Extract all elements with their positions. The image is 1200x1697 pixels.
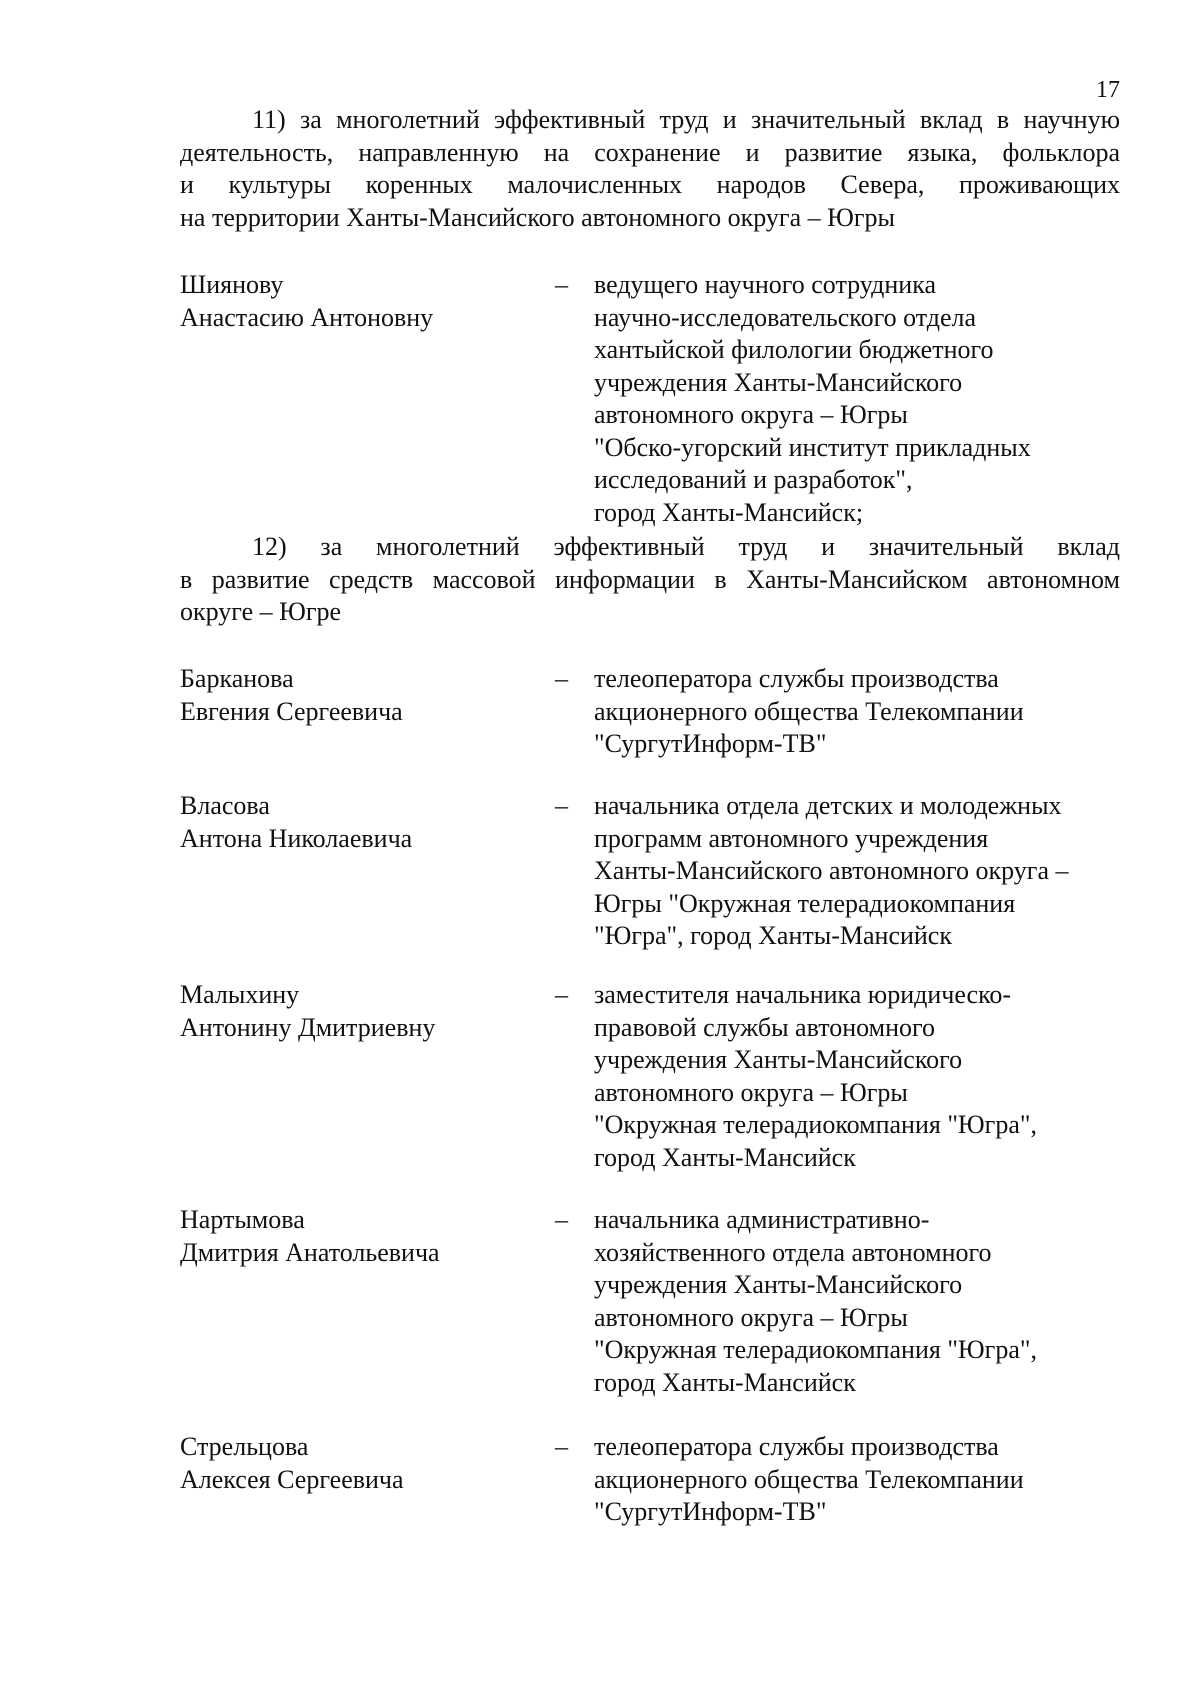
dash-separator: –: [555, 1205, 568, 1234]
awardee-name: [180, 790, 540, 855]
position-line: Ханты-Мансийского автономного округа –: [594, 856, 1069, 885]
position-line: исследований и разработок",: [594, 465, 913, 494]
section-12-paragraph: [180, 531, 1120, 629]
position-line: город Ханты-Мансийск: [594, 1142, 856, 1172]
awardee-name: [180, 979, 540, 1044]
position-line: телеоператора службы производства: [594, 1432, 999, 1461]
position-line: учреждения Ханты-Мансийского: [594, 367, 963, 397]
awardee-name: [180, 663, 540, 728]
paragraph-line: округе – Югре: [180, 597, 342, 626]
position-line: ведущего научного сотрудника: [594, 270, 936, 299]
awardee-name: [180, 1204, 540, 1269]
position-line: автономного округа – Югры: [594, 1077, 908, 1107]
dash-separator: –: [555, 980, 568, 1009]
position-line: "СургутИнформ-ТВ": [594, 729, 827, 758]
awardee-surname: Малыхину: [180, 980, 300, 1009]
awardee-surname: Власова: [180, 791, 270, 820]
position-line: хозяйственного отдела автономного: [594, 1237, 992, 1267]
awardee-name: [180, 1431, 540, 1496]
awardee-given-names: Дмитрия Анатольевича: [180, 1237, 440, 1267]
awardee-surname: Барканова: [180, 664, 294, 693]
position-line: телеоператора службы производства: [594, 664, 999, 693]
dash-separator: –: [555, 791, 568, 820]
paragraph-line: и культуры коренных малочисленных народов Севера, проживающих: [180, 170, 1120, 199]
awardee-position: [594, 790, 1130, 953]
page-number: 17: [1096, 77, 1120, 103]
awardee-name: [180, 269, 540, 334]
section-11-paragraph: [180, 104, 1120, 234]
awardee-position: [594, 979, 1130, 1174]
dash-separator: –: [555, 664, 568, 693]
awardee-given-names: Антона Николаевича: [180, 823, 413, 853]
position-line: автономного округа – Югры: [594, 1302, 908, 1332]
dash-separator: –: [555, 1432, 568, 1461]
awardee-position: [594, 663, 1130, 761]
awardee-given-names: Алексея Сергеевича: [180, 1464, 404, 1494]
paragraph-line: на территории Ханты-Мансийского автономного округа – Югры: [180, 202, 895, 232]
position-line: хантыйской филологии бюджетного: [594, 335, 994, 364]
paragraph-line: 11) за многолетний эффективный труд и значительный вклад в научную: [252, 105, 1120, 134]
awardee-given-names: Анастасию Антоновну: [180, 302, 434, 332]
awardee-position: [594, 1204, 1130, 1399]
position-line: "Окружная телерадиокомпания "Югра",: [594, 1110, 1037, 1139]
position-line: автономного округа – Югры: [594, 400, 908, 429]
awardee-surname: Стрельцова: [180, 1432, 309, 1461]
position-line: "Югра", город Ханты-Мансийск: [594, 921, 952, 950]
position-line: программ автономного учреждения: [594, 823, 989, 853]
awardee-position: [594, 1431, 1130, 1529]
dash-separator: –: [555, 270, 568, 299]
position-line: город Ханты-Мансийск;: [594, 497, 864, 527]
position-line: учреждения Ханты-Мансийского: [594, 1045, 963, 1074]
awardee-surname: Нартымова: [180, 1205, 305, 1234]
position-line: "Окружная телерадиокомпания "Югра",: [594, 1335, 1037, 1364]
paragraph-line: в развитие средств массовой информации в Ханты-Мансийском автономном: [180, 564, 1120, 594]
position-line: город Ханты-Мансийск: [594, 1367, 856, 1397]
position-line: акционерного общества Телекомпании: [594, 1464, 1024, 1494]
position-line: заместителя начальника юридическо-: [594, 980, 1012, 1009]
awardee-given-names: Евгения Сергеевича: [180, 696, 403, 726]
position-line: начальника отдела детских и молодежных: [594, 791, 1062, 820]
awardee-position: [594, 269, 1130, 529]
position-line: начальника административно-: [594, 1205, 930, 1234]
awardee-surname: Шиянову: [180, 270, 284, 299]
position-line: учреждения Ханты-Мансийского: [594, 1270, 963, 1299]
position-line: акционерного общества Телекомпании: [594, 696, 1024, 726]
position-line: "Обско-угорский институт прикладных: [594, 432, 1031, 462]
position-line: правовой службы автономного: [594, 1012, 936, 1042]
awardee-given-names: Антонину Дмитриевну: [180, 1012, 436, 1042]
paragraph-line: деятельность, направленную на сохранение и развитие языка, фольклора: [180, 137, 1120, 167]
position-line: "СургутИнформ-ТВ": [594, 1497, 827, 1526]
paragraph-line: 12) за многолетний эффективный труд и значительный вклад: [252, 532, 1120, 561]
position-line: научно-исследовательского отдела: [594, 302, 977, 332]
position-line: Югры "Окружная телерадиокомпания: [594, 888, 1016, 918]
